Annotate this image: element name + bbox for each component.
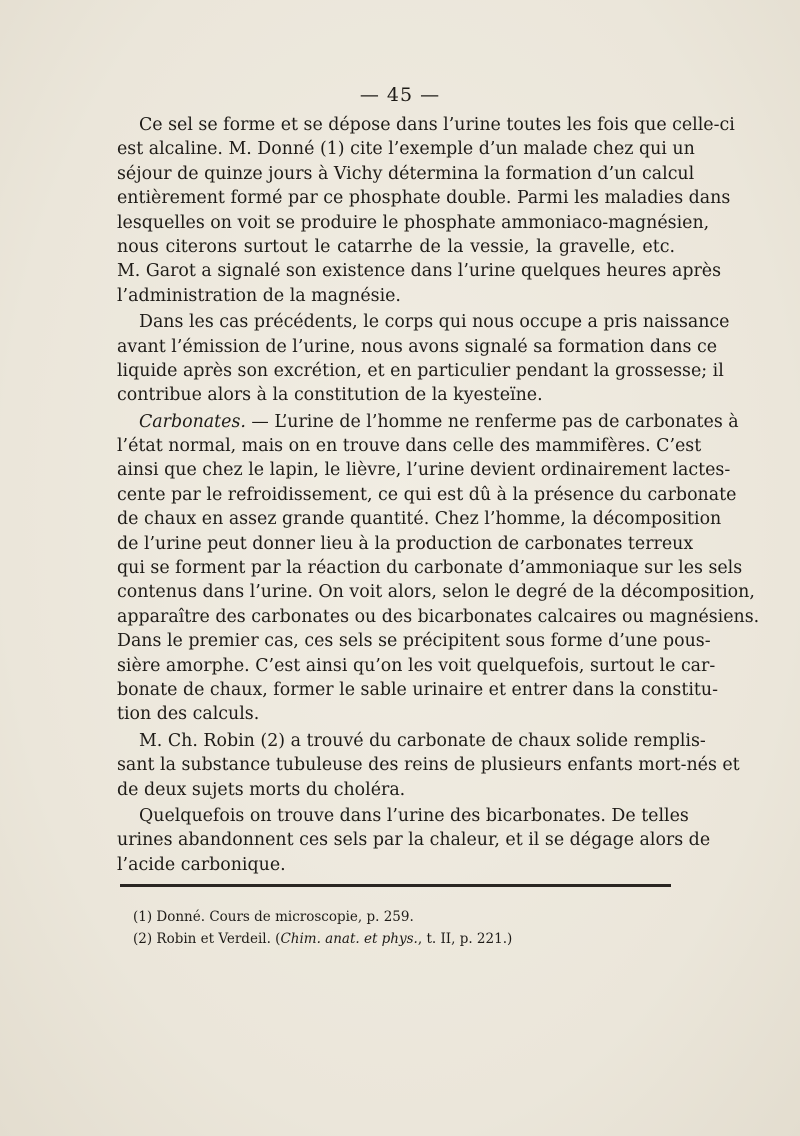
- text-line: Ce sel se forme et se dépose dans l’urine toutes les fois que celle-ci: [139, 115, 735, 135]
- text-line: l’état normal, mais on en trouve dans celle des mammifères. C’est: [117, 436, 702, 457]
- text-line: qui se forment par la réaction du carbonate d’ammoniaque sur les sels: [117, 558, 743, 579]
- paragraph-4: [117, 729, 740, 802]
- text-line: l’acide carbonique.: [117, 854, 286, 875]
- paragraph-2: [117, 310, 730, 408]
- text-line: apparaître des carbonates ou des bicarbonates calcaires ou magnésiens.: [117, 606, 760, 627]
- text-line: de chaux en assez grande quantité. Chez l’homme, la décomposition: [117, 509, 722, 530]
- text-line: de l’urine peut donner lieu à la production de carbonates terreux: [117, 533, 694, 554]
- text-line: contribue alors à la constitution de la kyesteïne.: [117, 385, 543, 406]
- paragraph-3: [117, 410, 760, 727]
- text-line: M. Garot a signalé son existence dans l’urine quelques heures après: [117, 261, 722, 282]
- text-line: Dans le premier cas, ces sels se précipitent sous forme d’une pous-: [117, 631, 711, 652]
- text-line: bonate de chaux, former le sable urinaire et entrer dans la constitu-: [117, 679, 718, 700]
- heading-line-rest: — L’urine de l’homme ne renferme pas de carbonates à: [245, 411, 739, 432]
- text-line: Dans les cas précédents, le corps qui nous occupe a pris naissance: [139, 312, 730, 333]
- text-line: l’administration de la magnésie.: [117, 285, 401, 306]
- paragraph-5: [117, 804, 711, 877]
- paragraph-1: [117, 113, 735, 308]
- text-line: lesquelles on voit se produire le phosphate ammoniaco-magnésien,: [117, 212, 710, 233]
- text-line: sière amorphe. C’est ainsi qu’on les voit quelquefois, surtout le car-: [117, 655, 716, 676]
- text-line: M. Ch. Robin (2) a trouvé du carbonate de chaux solide remplis-: [139, 730, 706, 751]
- footnote-2-start: (2) Robin et Verdeil. (: [133, 931, 281, 947]
- footnote-1: (1) Donné. Cours de microscopie, p. 259.: [133, 909, 414, 925]
- text-line: cente par le refroidissement, ce qui est dû à la présence du carbonate: [117, 484, 737, 505]
- text-line: ainsi que chez le lapin, le lièvre, l’urine devient ordinairement lactes-: [117, 460, 731, 481]
- text-line: de deux sujets morts du choléra.: [117, 779, 406, 800]
- page-number: — 45 —: [359, 84, 441, 106]
- text-line: Quelquefois on trouve dans l’urine des bicarbonates. De telles: [139, 805, 689, 826]
- text-line: est alcaline. M. Donné (1) cite l’exemple d’un malade chez qui un: [117, 139, 695, 160]
- text-line: sant la substance tubuleuse des reins de plusieurs enfants mort-nés et: [117, 755, 740, 776]
- text-line: séjour de quinze jours à Vichy détermina la formation d’un calcul: [117, 163, 695, 184]
- text-line: contenus dans l’urine. On voit alors, selon le degré de la décomposition,: [117, 582, 755, 603]
- text-line: liquide après son excrétion, et en particulier pendant la grossesse; il: [117, 360, 724, 381]
- text-line: tion des calculs.: [117, 704, 260, 725]
- body-text: [117, 113, 760, 879]
- footnote-divider: [120, 884, 671, 887]
- footnotes: [133, 906, 512, 950]
- section-heading: Carbonates.: [139, 411, 246, 432]
- text-line: avant l’émission de l’urine, nous avons signalé sa formation dans ce: [117, 336, 718, 357]
- footnote-2-title: Chim. anat. et phys.: [280, 931, 418, 947]
- footnote-2: [133, 928, 512, 950]
- text-line: nous citerons surtout le catarrhe de la vessie, la gravelle, etc.: [117, 236, 675, 257]
- footnote-2-end: , t. II, p. 221.): [417, 931, 513, 947]
- text-line: urines abandonnent ces sels par la chaleur, et il se dégage alors de: [117, 830, 711, 851]
- text-line: [117, 410, 739, 434]
- text-line: entièrement formé par ce phosphate double. Parmi les maladies dans: [117, 188, 731, 209]
